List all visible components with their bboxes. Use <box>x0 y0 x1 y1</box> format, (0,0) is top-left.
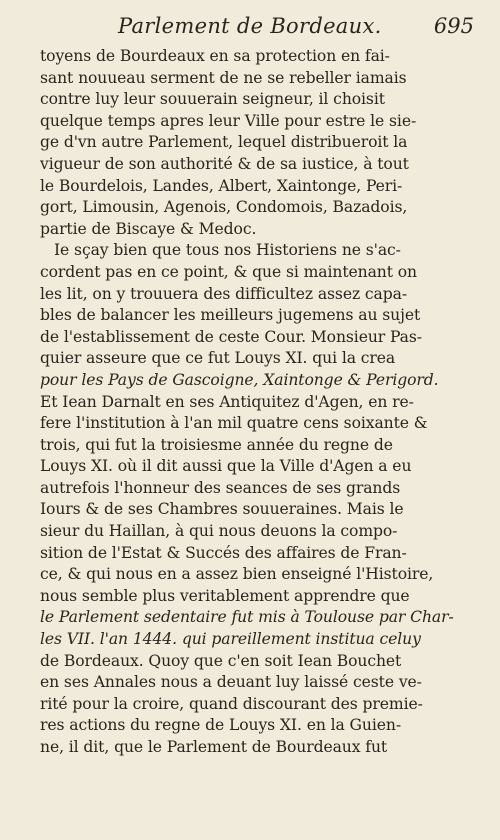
text-line: le Bourdelois, Landes, Albert, Xaintonge, Peri- <box>40 176 403 195</box>
text-line: pour les Pays de Gascoigne, Xaintonge & Perigord. <box>40 370 439 389</box>
page-number: 695 <box>433 14 474 38</box>
text-line: partie de Biscaye & Medoc. <box>40 219 257 238</box>
text-line: Ie sçay bien que tous nos Historiens ne s'ac- <box>54 241 401 260</box>
text-line: Et Iean Darnalt en ses Antiquitez d'Agen, en re- <box>40 392 414 411</box>
body-text <box>40 46 480 759</box>
text-line: contre luy leur souuerain seigneur, il choisit <box>40 90 385 109</box>
text-line: Louys XI. où il dit aussi que la Ville d'Agen a eu <box>40 457 412 476</box>
text-line: sition de l'Estat & Succés des affaires de Fran- <box>40 543 407 562</box>
text-line: quier asseure que ce fut Louys XI. qui la crea <box>40 349 396 368</box>
text-line: Iours & de ses Chambres souueraines. Mais le <box>40 500 404 519</box>
text-line: sieur du Haillan, à qui nous deuons la compo- <box>40 522 398 541</box>
text-line: en ses Annales nous a deuant luy laissé ceste ve- <box>40 673 422 692</box>
text-line: les lit, on y trouuera des difficultez assez capa- <box>40 284 407 303</box>
text-line: les VII. l'an 1444. qui pareillement institua celuy <box>40 630 421 649</box>
text-line: ge d'vn autre Parlement, lequel distribueroit la <box>40 133 408 152</box>
text-line: sant nouueau serment de ne se rebeller iamais <box>40 68 407 87</box>
page-header <box>0 12 500 42</box>
text-line: de l'establissement de ceste Cour. Monsieur Pas- <box>40 327 422 346</box>
text-line: bles de balancer les meilleurs jugemens au sujet <box>40 306 421 325</box>
text-line: gort, Limousin, Agenois, Condomois, Bazadois, <box>40 198 408 217</box>
text-line: rité pour la croire, quand discourant des premie- <box>40 694 423 713</box>
text-line: quelque temps apres leur Ville pour estre le sie- <box>40 111 417 130</box>
text-line: cordent pas en ce point, & que si maintenant on <box>40 262 417 281</box>
text-line: res actions du regne de Louys XI. en la Guien- <box>40 716 401 735</box>
text-line: le Parlement sedentaire fut mis à Toulouse par Char- <box>40 608 454 627</box>
text-line: trois, qui fut la troisiesme année du regne de <box>40 435 393 454</box>
running-title: Parlement de Bordeaux. <box>118 14 382 38</box>
text-line: nous semble plus veritablement apprendre que <box>40 586 410 605</box>
text-line: ne, il dit, que le Parlement de Bourdeaux fut <box>40 738 388 756</box>
text-line: toyens de Bourdeaux en sa protection en fai- <box>40 47 390 65</box>
text-line: fere l'institution à l'an mil quatre cens soixante & <box>40 414 428 433</box>
text-line: vigueur de son authorité & de sa iustice, à tout <box>40 154 409 173</box>
text-line: autrefois l'honneur des seances de ses grands <box>40 478 401 497</box>
text-line: ce, & qui nous en a assez bien enseigné l'Histoire, <box>40 565 434 584</box>
text-line: de Bordeaux. Quoy que c'en soit Iean Bouchet <box>40 651 402 670</box>
